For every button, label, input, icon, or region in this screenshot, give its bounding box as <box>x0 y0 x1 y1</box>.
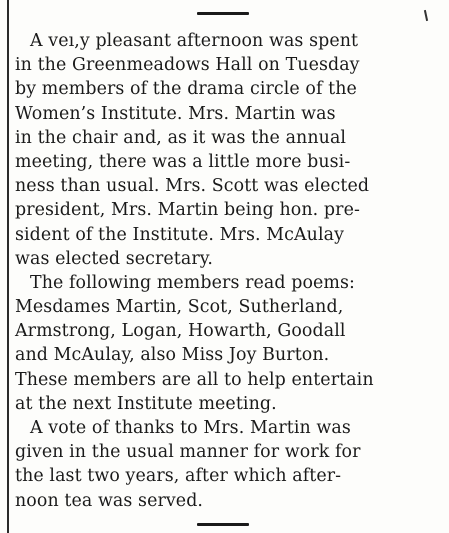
text-line: in the Greenmeadows Hall on Tuesday <box>15 55 360 76</box>
text-line: given in the usual manner for work for <box>15 442 361 463</box>
top-separator-rule <box>197 12 249 15</box>
text-line: in the chair and, as it was the annual <box>15 127 347 148</box>
text-line: A veı,y pleasant afternoon was spent <box>30 31 359 51</box>
paragraph-3 <box>15 416 443 513</box>
text-line: A vote of thanks to Mrs. Martin was <box>30 418 351 438</box>
text-line: Women’s Institute. Mrs. Martin was <box>15 103 336 124</box>
paragraph-1 <box>15 29 443 271</box>
text-line: president, Mrs. Martin being hon. pre- <box>15 200 360 221</box>
column-rule <box>7 0 9 533</box>
text-line: was elected secretary. <box>15 248 214 269</box>
text-line: the last two years, after which after- <box>15 466 342 487</box>
text-line: Armstrong, Logan, Howarth, Goodall <box>15 321 346 342</box>
text-line: noon tea was served. <box>15 490 204 511</box>
bottom-separator-rule <box>197 523 249 526</box>
text-line: and McAulay, also Miss Joy Burton. <box>15 345 330 366</box>
print-speck <box>424 10 428 21</box>
text-line: meeting, there was a little more busi- <box>15 151 351 172</box>
text-line: by members of the drama circle of the <box>15 79 357 100</box>
text-line: Mesdames Martin, Scot, Sutherland, <box>15 297 344 318</box>
text-line: ness than usual. Mrs. Scott was elected <box>15 176 370 197</box>
article-body <box>15 29 443 513</box>
paragraph-2 <box>15 271 443 416</box>
text-line: These members are all to help entertain <box>15 369 374 390</box>
text-line: sident of the Institute. Mrs. McAulay <box>15 224 345 245</box>
text-line: The following members read poems: <box>30 272 355 293</box>
text-line: at the next Institute meeting. <box>15 393 277 414</box>
